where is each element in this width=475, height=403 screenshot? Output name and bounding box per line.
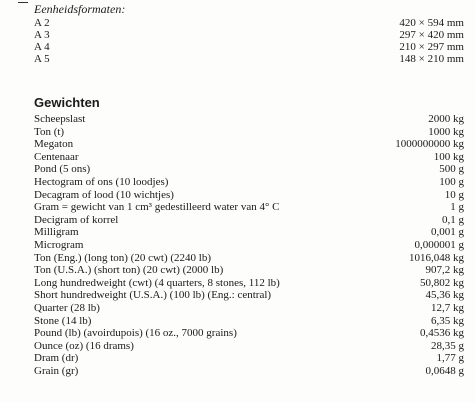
weight-value: 500 g [439,163,464,176]
weight-label: Dram (dr) [34,352,79,365]
weight-label: Ton (Eng.) (long ton) (20 cwt) (2240 lb) [34,251,212,264]
weight-value: 0,4536 kg [420,327,464,340]
format-value: 297 × 420 mm [399,29,464,41]
weight-label: Grain (gr) [34,365,79,377]
weight-value: 6,35 kg [431,314,464,327]
weight-label: Stone (14 lb) [34,314,92,327]
weight-value: 100 kg [433,150,464,163]
weight-label: Microgram [34,239,84,251]
weight-label: Decigram of korrel [34,213,119,226]
weight-value: 2000 kg [428,113,464,125]
format-label: A 5 [34,53,50,65]
weight-value: 1,77 g [436,352,464,365]
weight-label: Pond (5 ons) [34,163,91,176]
weight-label: Megaton [34,138,74,151]
weight-row [34,164,464,175]
weight-row [34,253,464,264]
weight-row [34,303,464,314]
weight-value: 0,0648 g [425,365,464,377]
margin-dash [18,2,28,3]
format-row [34,18,464,29]
weight-row [34,366,464,377]
weight-row [34,202,464,213]
weight-value: 1 g [450,201,464,214]
weight-row [34,215,464,226]
weight-label: Hectogram of ons (10 loodjes) [34,176,169,188]
weight-row [34,316,464,327]
weight-label: Quarter (28 lb) [34,302,100,314]
weight-row [34,227,464,238]
weight-label: Pound (lb) (avoirdupois) (16 oz., 7000 grains) [34,327,237,340]
weight-label: Milligram [34,226,79,239]
formats-heading: Eenheidsformaten: [34,2,126,16]
weights-heading: Gewichten [34,95,100,110]
weight-label: Centenaar [34,150,79,163]
weight-label: Ounce (oz) (16 drams) [34,339,134,352]
weight-value: 100 g [439,176,464,188]
weight-label: Scheepslast [34,113,86,125]
weight-row [34,139,464,150]
weight-value: 0,001 g [431,226,464,239]
weight-value: 10 g [444,188,464,201]
format-row [34,42,464,53]
weight-value: 0,000001 g [414,239,464,251]
weight-label: Ton (t) [34,125,65,138]
weight-value: 50,802 kg [420,276,464,289]
format-row [34,54,464,65]
weight-label: Short hundredweight (U.S.A.) (100 lb) (Eng.: central) [34,289,272,302]
weight-label: Ton (U.S.A.) (short ton) (20 cwt) (2000 lb) [34,264,224,277]
format-label: A 4 [34,41,50,53]
weight-value: 907,2 kg [425,264,464,277]
format-label: A 3 [34,29,50,41]
format-value: 420 × 594 mm [399,17,464,29]
weight-value: 0,1 g [442,213,464,226]
weight-row [34,152,464,163]
format-row [34,30,464,41]
weight-row [34,114,464,125]
format-value: 148 × 210 mm [399,53,464,65]
weight-value: 45,36 kg [425,289,464,302]
weight-row [34,265,464,276]
weight-value: 28,35 g [431,339,464,352]
format-value: 210 × 297 mm [399,41,464,53]
weight-label: Decagram of lood (10 wichtjes) [34,188,174,201]
weight-value: 1000 kg [428,125,464,138]
weight-row [34,177,464,188]
weight-value: 12,7 kg [431,302,464,314]
weight-label: Gram = gewicht van 1 cm³ gedestilleerd water van 4° C [34,201,280,214]
weight-row [34,290,464,301]
weight-row [34,353,464,364]
weight-row [34,341,464,352]
weight-value: 1000000000 kg [395,138,464,151]
weight-row [34,278,464,289]
weight-row [34,190,464,201]
weight-label: Long hundredweight (cwt) (4 quarters, 8 stones, 112 lb) [34,276,280,289]
format-label: A 2 [34,17,50,29]
weight-row [34,240,464,251]
weight-value: 1016,048 kg [409,251,464,264]
weight-row [34,127,464,138]
weight-row [34,328,464,339]
